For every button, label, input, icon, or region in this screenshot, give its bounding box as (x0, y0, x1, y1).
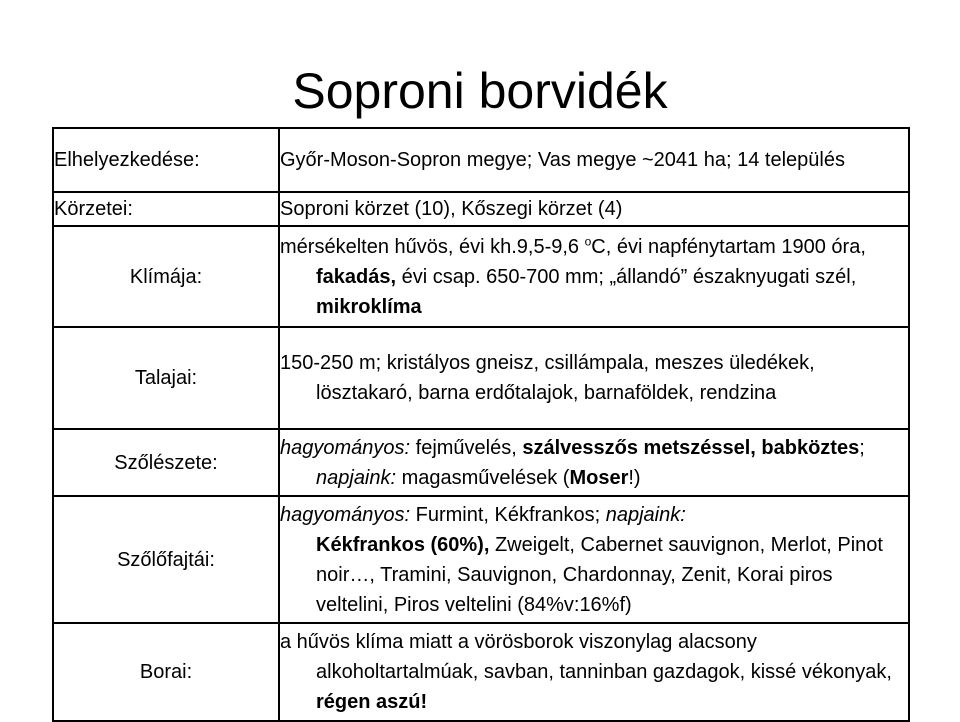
row-label-soil: Talajai: (53, 327, 279, 429)
row-label-districts: Körzetei: (53, 192, 279, 226)
table-row-districts (53, 192, 909, 226)
climate-text: mérsékelten hűvös, évi kh.9,5-9,6 $^o$C, évi napfénytartam 1900 óra, fakadás, évi csap. 650-700 mm; „állandó” északnyugati szél, mikroklíma (280, 233, 866, 318)
viticulture-text: hagyományos: fejművelés, szálvesszős metszéssel, babköztes; napjaink: magasművelések (Moser!) (280, 436, 865, 489)
row-content-climate (279, 226, 909, 327)
table-row-varieties (53, 496, 909, 623)
row-content-location (279, 128, 909, 192)
row-label-wines: Borai: (53, 623, 279, 721)
row-label-varieties: Szőlőfajtái: (53, 496, 279, 623)
row-content-districts (279, 192, 909, 226)
table-row-soil (53, 327, 909, 429)
soil-text: 150-250 m; kristályos gneisz, csillámpala, meszes üledékek, lösztakaró, barna erdőtalajok, barnaföldek, rendzina (280, 352, 815, 404)
row-content-varieties (279, 496, 909, 623)
varieties-text: hagyományos: Furmint, Kékfrankos; napjaink: Kékfrankos (60%), Zweigelt, Cabernet sauvignon, Merlot, Pinot noir…, Tramini, Sauvignon, Chardonnay, Zenit, Korai piros veltelini, Piros veltelini (84%v:16%f) (280, 503, 883, 616)
table-row-climate (53, 226, 909, 327)
location-text: Győr-Moson-Sopron megye; Vas megye ~2041 ha; 14 település (280, 149, 845, 171)
row-content-wines (279, 623, 909, 721)
row-label-viticulture: Szőlészete: (53, 429, 279, 496)
wines-text: a hűvös klíma miatt a vörösborok viszonylag alacsony alkoholtartalmúak, savban, tanninban gazdagok, kissé vékonyak, régen aszú! (280, 631, 892, 713)
wine-region-table (52, 127, 910, 722)
table-row-viticulture (53, 429, 909, 496)
districts-text: Soproni körzet (10), Kőszegi körzet (4) (280, 198, 623, 220)
page-title: Soproni borvidék (292, 63, 668, 119)
row-label-climate: Klímája: (53, 226, 279, 327)
row-content-soil (279, 327, 909, 429)
table-row-wines (53, 623, 909, 721)
row-label-location: Elhelyezkedése: (53, 128, 279, 192)
degree-sign: o (584, 233, 592, 248)
table-row-location (53, 128, 909, 192)
row-content-viticulture (279, 429, 909, 496)
